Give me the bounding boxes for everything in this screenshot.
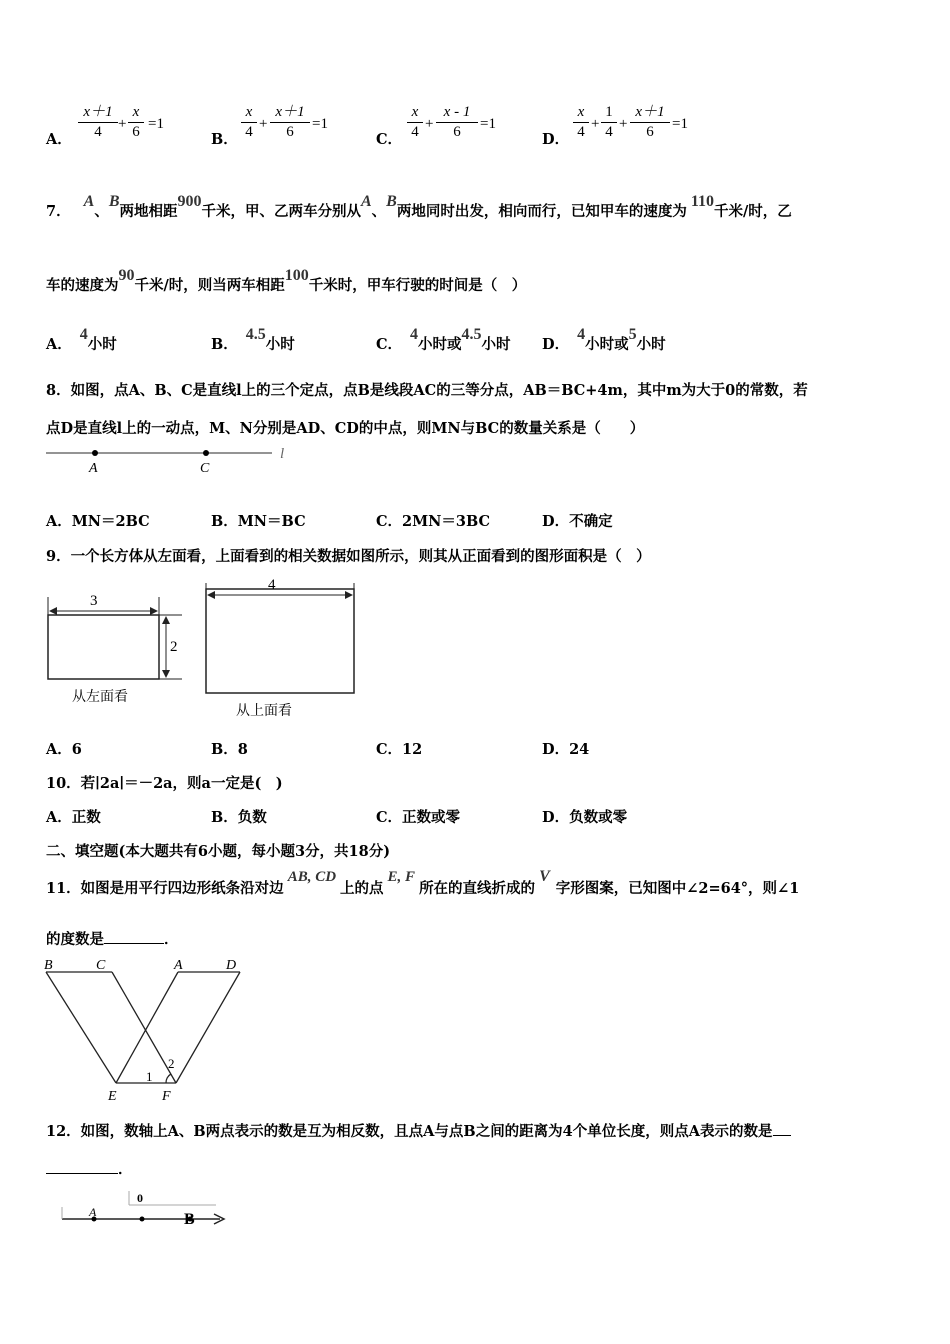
label-a: A: [174, 958, 183, 973]
q8-line2: 点D是直线l上的一动点，M、N分别是AD、CD的中点，则MN与BC的数量关系是（ ）: [46, 420, 645, 437]
q11-answer-blank[interactable]: [104, 943, 164, 944]
q7-option-d: D．4小时或5小时: [542, 326, 666, 353]
q12-line2: ．: [46, 1158, 133, 1179]
left-view: [48, 593, 182, 705]
q6-b-frac-1: $\frac{x}{4}$: [241, 103, 257, 142]
q11-line2: 的度数是 ．: [46, 931, 179, 948]
q12-answer-blank-part2[interactable]: [46, 1173, 118, 1174]
q9-text: 9．一个长方体从左面看，上面看到的相关数据如图所示，则其从正面看到的图形面积是（ ）: [46, 548, 651, 565]
q12-line1: 12．如图，数轴上A、B两点表示的数是互为相反数，且点A与点B之间的距离为4个单位长度，则点A表示的数是: [46, 1120, 791, 1141]
q9-figure: [40, 575, 370, 725]
q6-d-op-1: +: [591, 116, 600, 132]
q12-answer-blank-part1[interactable]: [773, 1135, 791, 1136]
label-b: B: [184, 1211, 195, 1228]
top-view: [206, 577, 354, 719]
label-e: E: [108, 1089, 117, 1103]
q6-d-frac-2: $\frac{1}{4}$: [601, 103, 617, 142]
label-a: A: [89, 461, 98, 476]
q7-option-a: A．4小时: [46, 326, 117, 353]
q9-option-d: D．24: [542, 741, 590, 758]
angle-1: 1: [146, 1069, 153, 1084]
q8-option-d: D．不确定: [542, 513, 613, 530]
q11-line1: 11．如图是用平行四边形纸条沿对边AB, CD上的点E, F所在的直线折成的V字形图案，已知图中∠2=64°，则∠1: [46, 868, 800, 897]
q6-d-rhs: =1: [672, 116, 688, 132]
q7-line1: 7． A、B两地相距900千米，甲、乙两车分别从A、B两地同时出发，相向而行，已知甲车的速度为110千米/时，乙: [46, 193, 792, 220]
label-l: l: [280, 446, 285, 462]
point-a: [92, 450, 98, 456]
label-d: D: [226, 958, 237, 973]
q6-b-frac-2: $\frac{x+1}{6}$: [270, 103, 310, 142]
q6-d-frac-3: $\frac{x+1}{6}$: [630, 103, 670, 142]
q6-option-b-letter: B．: [211, 131, 238, 148]
q8-option-c: C．2MN＝3BC: [376, 513, 491, 530]
q7-option-b: B．4.5小时: [211, 326, 295, 353]
left-height-label: 2: [170, 639, 178, 655]
q6-a-frac-2: $\frac{x}{6}$: [128, 103, 144, 142]
q6-option-a-letter: A．: [46, 131, 72, 148]
q6-c-rhs: =1: [480, 116, 496, 132]
q6-a-rhs: =1: [148, 116, 164, 132]
q10-option-d: D．负数或零: [542, 809, 628, 826]
label-c: C: [96, 958, 106, 973]
q8-option-b: B．MN＝BC: [211, 513, 306, 530]
q7-line2: 车的速度为90千米/时，则当两车相距100千米时，甲车行驶的时间是（ ）: [46, 267, 527, 294]
q6-a-frac-1: $\frac{x+1}{4}$: [78, 103, 118, 142]
q10-text: 10．若∣2a∣＝－2a，则a一定是( ): [46, 775, 283, 792]
q6-option-c-letter: C．: [376, 131, 403, 148]
label-b: B: [44, 958, 53, 973]
q7-option-c: C．4小时或4.5小时: [376, 326, 511, 353]
q9-option-a: A．6: [46, 741, 82, 758]
q6-a-op-1: +: [118, 116, 127, 132]
section-2-title: 二、填空题(本大题共有6小题，每小题3分，共18分): [46, 843, 391, 860]
q10-option-b: B．负数: [211, 809, 267, 826]
q9-option-c: C．12: [376, 741, 423, 758]
q6-option-d-letter: D．: [542, 131, 570, 148]
label-f: F: [162, 1089, 171, 1103]
q12-number-line: [56, 1185, 236, 1235]
q8-option-a: A．MN＝2BC: [46, 513, 150, 530]
angle-2: 2: [168, 1056, 175, 1071]
q6-b-rhs: =1: [312, 116, 328, 132]
point-c: [203, 450, 209, 456]
q8-line1: 8．如图，点A、B、C是直线l上的三个定点，点B是线段AC的三等分点，AB＝BC+4m，其中m为大于0的常数，若: [46, 382, 808, 399]
q8-figure-line: [40, 440, 300, 480]
q10-option-a: A．正数: [46, 809, 101, 826]
q6-d-op-2: +: [619, 116, 628, 132]
label-a: A: [89, 1205, 97, 1219]
q6-c-op-1: +: [425, 116, 434, 132]
top-caption: 从上面看: [236, 704, 292, 719]
label-zero: 0: [137, 1191, 143, 1205]
q11-figure: [40, 953, 250, 1103]
q6-b-op-1: +: [259, 116, 268, 132]
top-width-label: 4: [268, 577, 276, 593]
q6-c-frac-1: $\frac{x}{4}$: [407, 103, 423, 142]
left-caption: 从左面看: [72, 690, 128, 705]
left-width-label: 3: [90, 593, 98, 609]
q6-c-frac-2: $\frac{x - 1}{6}$: [436, 103, 478, 142]
q10-option-c: C．正数或零: [376, 809, 461, 826]
q9-option-b: B．8: [211, 741, 248, 758]
q6-d-frac-1: $\frac{x}{4}$: [573, 103, 589, 142]
label-c: C: [200, 461, 210, 476]
